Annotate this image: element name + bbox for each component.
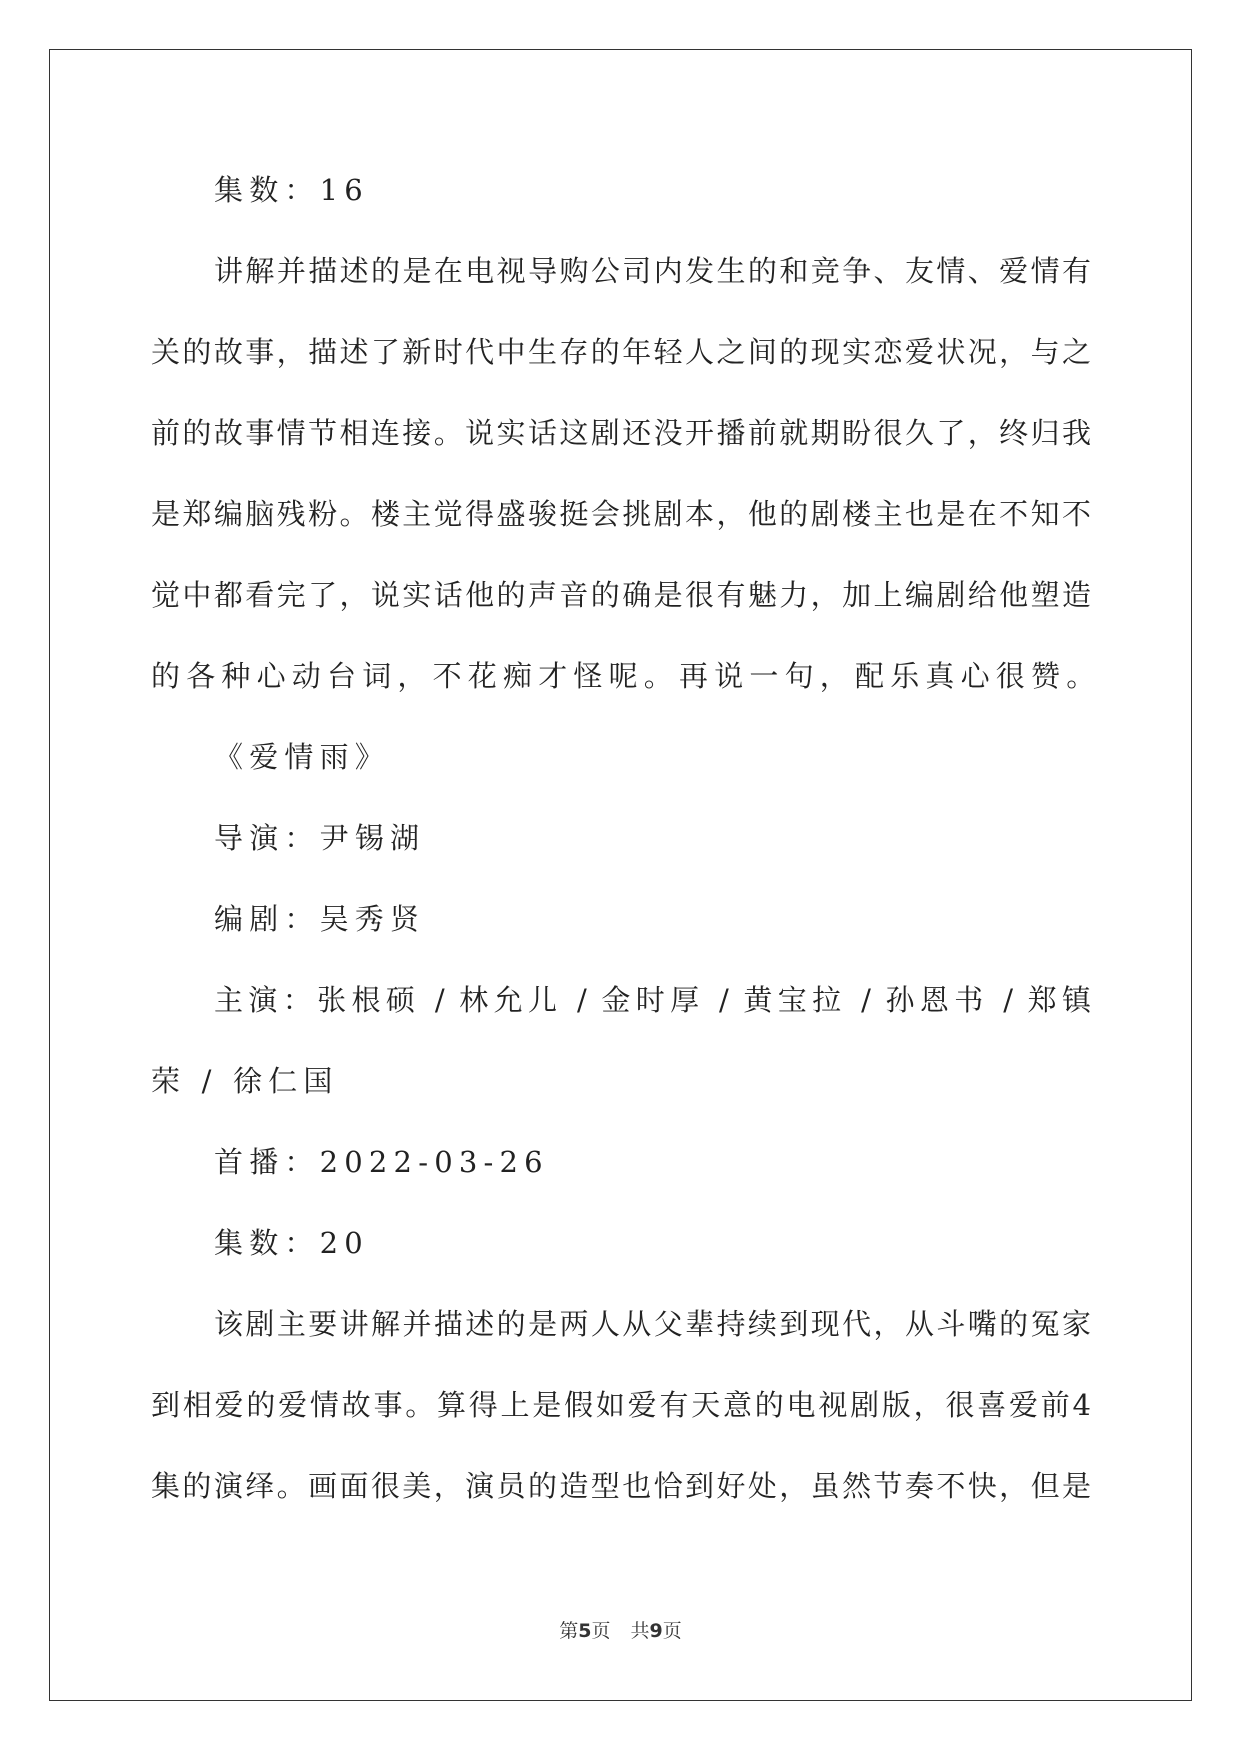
episodes-line-1: 集数：16	[214, 173, 369, 207]
paragraph-1-line: 前的故事情节相连接。说实话这剧还没开播前就期盼很久了，终归我	[151, 416, 1091, 450]
paragraph-2-line: 该剧主要讲解并描述的是两人从父辈持续到现代，从斗嘴的冤家	[214, 1307, 1091, 1341]
paragraph-2-line: 集的演绎。画面很美，演员的造型也恰到好处，虽然节奏不快，但是	[151, 1469, 1091, 1503]
footer-total-prefix: 共	[630, 1620, 650, 1642]
director-line: 导演：尹锡湖	[214, 821, 426, 855]
footer-total-suffix: 页	[662, 1620, 682, 1642]
document-body	[151, 150, 1102, 1527]
paragraph-1-line: 关的故事，描述了新时代中生存的年轻人之间的现实恋爱状况，与之	[151, 335, 1091, 369]
paragraph-1-line: 觉中都看完了，说实话他的声音的确是很有魅力，加上编剧给他塑造	[151, 578, 1091, 612]
paragraph-2-line: 到相爱的爱情故事。算得上是假如爱有天意的电视剧版，很喜爱前4	[151, 1388, 1091, 1422]
premiere-line: 首播：2022-03-26	[214, 1145, 549, 1179]
paragraph-1-line: 是郑编脑残粉。楼主觉得盛骏挺会挑剧本，他的剧楼主也是在不知不	[151, 497, 1091, 531]
footer-prefix: 第	[559, 1620, 579, 1642]
current-page-number: 5	[578, 1620, 592, 1642]
page-footer	[0, 1616, 1241, 1643]
total-pages-number: 9	[649, 1620, 663, 1642]
writer-line: 编剧：吴秀贤	[214, 902, 426, 936]
footer-page-suffix: 页	[591, 1620, 611, 1642]
paragraph-1-line: 的各种心动台词，不花痴才怪呢。再说一句，配乐真心很赞。	[151, 659, 1102, 693]
drama-title: 《爱情雨》	[214, 740, 391, 774]
episodes-line-2: 集数：20	[214, 1226, 369, 1260]
cast-line: 荣 / 徐仁国	[151, 1064, 339, 1098]
cast-line: 主演：张根硕 / 林允儿 / 金时厚 / 黄宝拉 / 孙恩书 / 郑镇	[214, 983, 1091, 1017]
paragraph-1-line: 讲解并描述的是在电视导购公司内发生的和竞争、友情、爱情有	[214, 254, 1091, 288]
